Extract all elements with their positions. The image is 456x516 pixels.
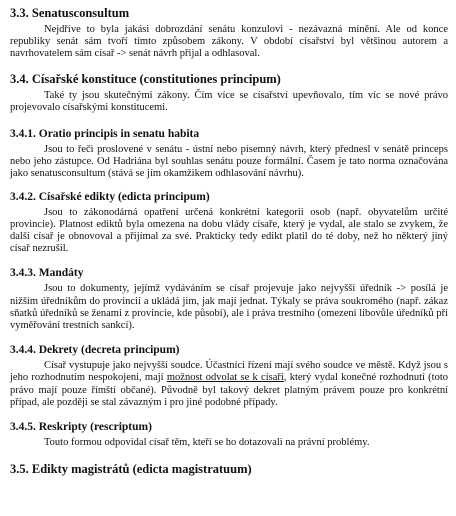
section-3-4-4-body [10,360,448,409]
section-3-4-3-heading: 3.4.3. Mandáty [10,267,84,280]
section-3-3-heading: 3.3. Senatusconsultum [10,6,130,20]
appeal-phrase-underlined: možnost odvolat se k císaři [166,372,284,384]
section-3-4-heading: 3.4. Císařské konstituce (constitutiones principum) [10,71,281,86]
section-3-4-4-body-start: Císař vystupuje jako nejvyšší soudce. Účastníci řízení mají svého soudce ve městě. Když jsou s jeho rozhodnutím nespokojeni, mají [10,360,448,384]
section-3-4-1-body: Jsou to řeči proslovené v senátu - ústní nebo písemný návrh, který přednesl v senátě princeps nebo jeho zástupce. Od Hadriána byl souhlas senátu pouze formální. Časem je tato norma označována jako senatusconsultum (stává se jím okamžikem odhlasování návrhu). [10,144,448,180]
section-3-4-2-body: Jsou to zákonodárná opatření určená konkrétní kategorii osob (např. obyvatelům určité provincie). Platnost ediktů byla omezena na dobu vlády císaře, který je vydal, ale stalo se zvykem, že další císař je obnovoval a přijímal za své. Prakticky tedy edikt platil do té doby, než ho některý jiný císař nezrušil. [10,206,448,255]
section-3-4-5-body: Touto formou odpovídal císař těm, kteří se ho dotazovali na právní problémy. [44,437,370,449]
section-3-4-4-body-end: , který vydal konečné rozhodnutí (toto právo mají pouze římští občané). Původně byl takový dekret platným právem pouze pro konkrétní případ, ale později se stal závazným i pro jiné podobné případy. [10,372,449,408]
section-3-4-2-heading: 3.4.2. Císařské edikty (edicta principum) [10,190,210,203]
section-3-4-5-heading: 3.4.5. Reskripty (rescriptum) [10,421,152,434]
section-3-4-4-heading: 3.4.4. Dekrety (decreta principum) [10,344,180,357]
section-3-4-body: Také ty jsou skutečnými zákony. Čím více se císařství upevňovalo, tím víc se nové právo projevovalo císařskými konstitucemi. [10,89,448,113]
section-3-3-body: Nejdříve to byla jakási dobrozdání senátu konzulovi - nezávazná mínění. Ale od konce republiky senát sám tvoří tímto způsobem zákony. V období císařství byl většinou autorem a navrhovatelem sám císař -> senát návrh přijal a odhlasoval. [10,24,448,60]
section-3-4-1-heading: 3.4.1. Oratio principis in senatu habita [10,128,200,141]
section-3-4-3-body: Jsou to dokumenty, jejímž vydáváním se císař projevuje jako nejvyšší úředník -> posílá je nižším úředníkům do provincií a ukládá jim, jak mají jednat. Týkaly se práva soukromého (např. zákaz sňatků úředníků se ženami z provincie, kde působí), ale i práva trestního (omezení libovůle úředníků při vyměřování trestních sankcí). [10,283,448,332]
section-3-5-heading: 3.5. Edikty magistrátů (edicta magistratuum) [10,462,252,477]
